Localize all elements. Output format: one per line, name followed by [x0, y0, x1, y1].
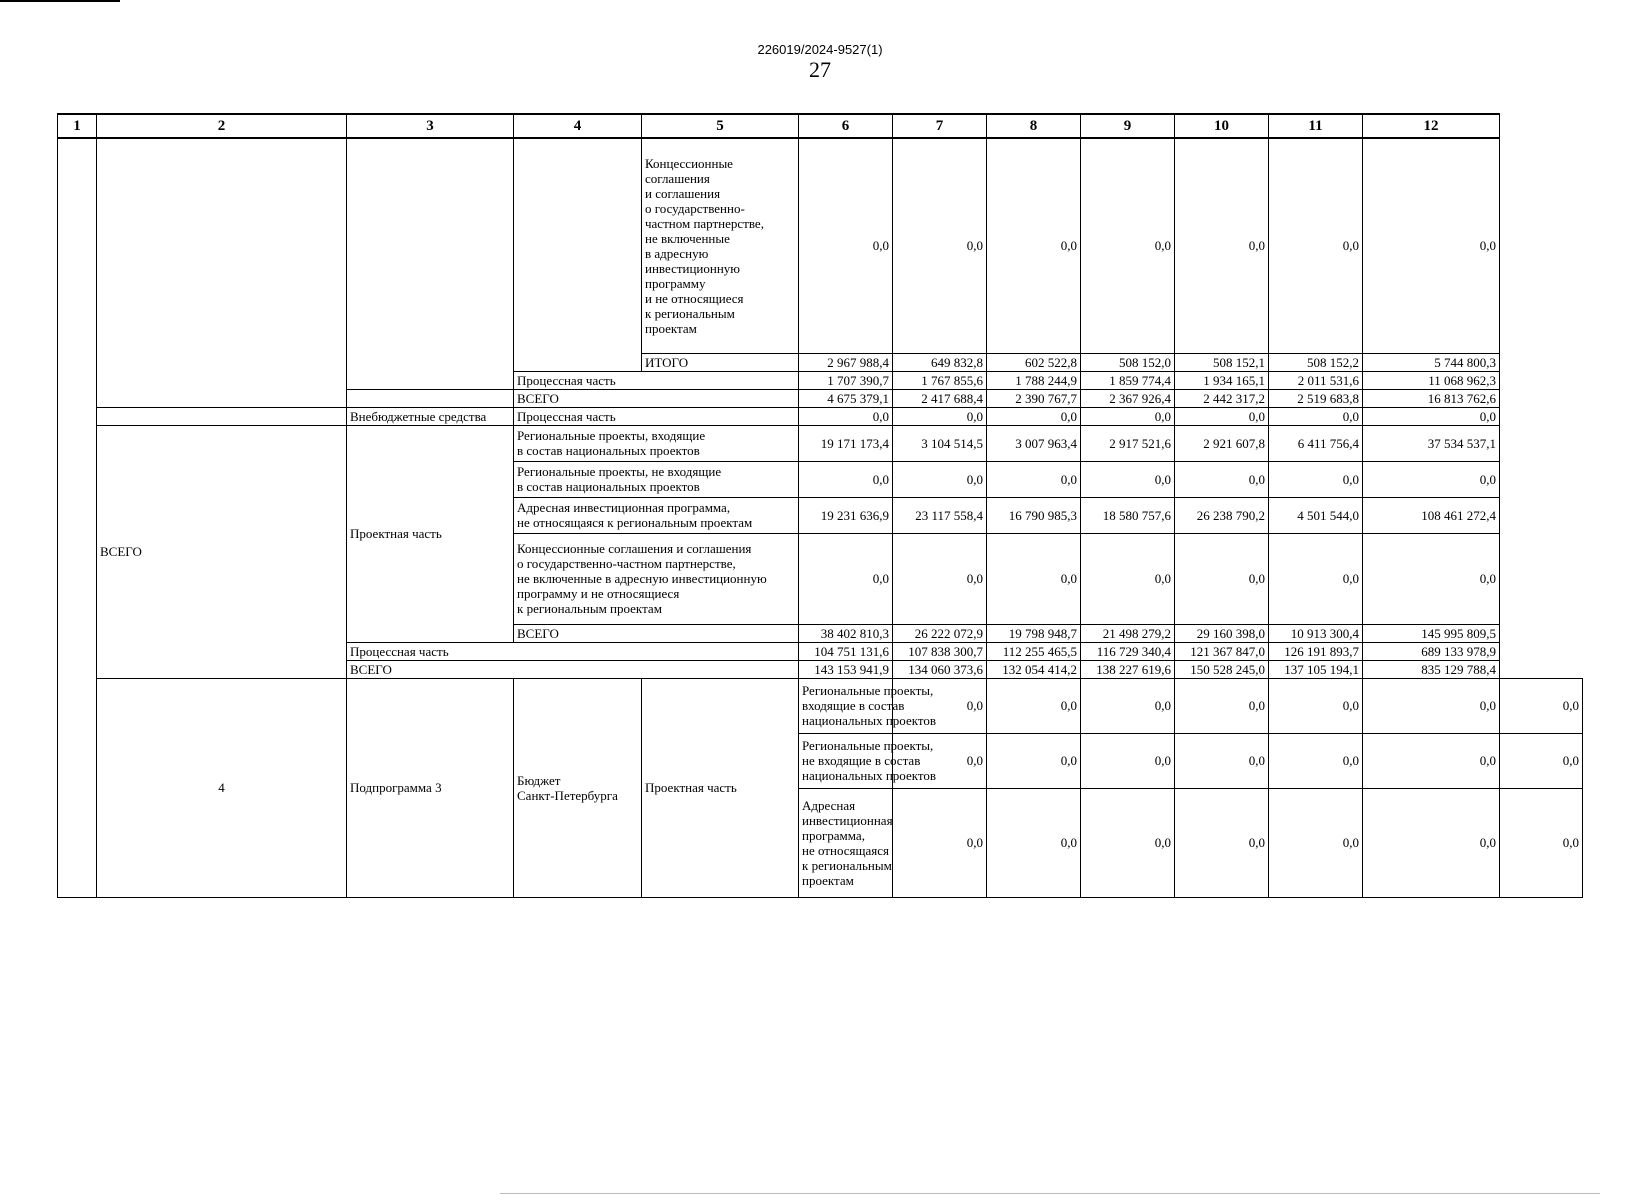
value-cell: 0,0 — [1269, 407, 1363, 425]
label-line: Региональные проекты, — [802, 683, 934, 698]
value-cell: 2 442 317,2 — [1175, 389, 1269, 407]
label-line: Адресная инвестиционная программа, — [517, 500, 731, 515]
col-header: 8 — [987, 114, 1081, 138]
value-cell: 0,0 — [1175, 533, 1269, 624]
value-cell: 104 751 131,6 — [799, 642, 893, 660]
value-cell: 0,0 — [799, 407, 893, 425]
value-cell: 0,0 — [987, 138, 1081, 353]
label-line: к региональным проектам — [517, 601, 662, 616]
value-cell: 1 788 244,9 — [987, 371, 1081, 389]
value-cell: 0,0 — [893, 678, 987, 733]
value-cell: 1 707 390,7 — [799, 371, 893, 389]
value-cell: 19 171 173,4 — [799, 425, 893, 461]
value-cell: 0,0 — [987, 407, 1081, 425]
label-line: не относящаяся к региональным проектам — [517, 515, 753, 530]
value-cell: 5 744 800,3 — [1363, 353, 1500, 371]
scan-bottom-line — [500, 1193, 1600, 1194]
concession-label — [642, 138, 799, 353]
value-cell: 3 007 963,4 — [987, 425, 1081, 461]
label-line: Региональные проекты, — [802, 738, 934, 753]
subprogram-name: Подпрограмма 3 — [347, 678, 514, 897]
label-line: соглашения — [645, 170, 710, 186]
value-cell: 0,0 — [1175, 733, 1269, 788]
col-header: 11 — [1269, 114, 1363, 138]
value-cell: 0,0 — [1175, 138, 1269, 353]
label-line: в состав национальных проектов — [517, 443, 700, 458]
label-line: не относящаяся — [802, 842, 890, 858]
label-line: Санкт-Петербурга — [517, 787, 618, 803]
value-cell: 126 191 893,7 — [1269, 642, 1363, 660]
part-cell — [514, 138, 642, 371]
value-cell: 3 104 514,5 — [893, 425, 987, 461]
value-cell: 6 411 756,4 — [1269, 425, 1363, 461]
value-cell: 0,0 — [1500, 733, 1583, 788]
label-line: к региональным — [802, 857, 892, 873]
process-part-label: Процессная часть — [514, 371, 799, 389]
value-cell: 145 995 809,5 — [1363, 624, 1500, 642]
label-line: национальных проектов — [802, 768, 937, 783]
col-header: 6 — [799, 114, 893, 138]
value-cell: 0,0 — [987, 461, 1081, 497]
value-cell: 0,0 — [1081, 733, 1175, 788]
value-cell: 0,0 — [1500, 678, 1583, 733]
value-cell: 0,0 — [1269, 678, 1363, 733]
value-cell: 1 767 855,6 — [893, 371, 987, 389]
concession-long-label — [514, 533, 799, 624]
row-number-cell — [58, 138, 97, 897]
value-cell: 0,0 — [799, 138, 893, 353]
value-cell: 2 011 531,6 — [1269, 371, 1363, 389]
value-cell: 0,0 — [1363, 533, 1500, 624]
col-header: 10 — [1175, 114, 1269, 138]
label-line: национальных проектов — [802, 713, 937, 728]
value-cell: 132 054 414,2 — [987, 660, 1081, 678]
value-cell: 0,0 — [1269, 788, 1363, 897]
value-cell: 649 832,8 — [893, 353, 987, 371]
value-cell: 4 675 379,1 — [799, 389, 893, 407]
label-line: не включенные — [645, 230, 730, 246]
col-header: 7 — [893, 114, 987, 138]
value-cell: 0,0 — [987, 733, 1081, 788]
value-cell: 0,0 — [893, 788, 987, 897]
label-line: и не относящиеся — [645, 290, 744, 306]
label-line: программу и не относящиеся — [517, 586, 680, 601]
col-header: 9 — [1081, 114, 1175, 138]
value-cell: 23 117 558,4 — [893, 497, 987, 533]
total-name-label: ВСЕГО — [97, 425, 347, 678]
reg-out-label — [799, 733, 937, 788]
label-line: в состав национальных проектов — [517, 479, 700, 494]
value-cell: 0,0 — [1081, 407, 1175, 425]
value-cell: 2 967 988,4 — [799, 353, 893, 371]
value-cell: 11 068 962,3 — [1363, 371, 1500, 389]
reg-out-label — [514, 461, 799, 497]
value-cell: 18 580 757,6 — [1081, 497, 1175, 533]
value-cell: 0,0 — [1175, 407, 1269, 425]
table-row — [58, 425, 1583, 461]
label-line: к региональным — [645, 305, 735, 321]
col-header: 5 — [642, 114, 799, 138]
value-cell: 108 461 272,4 — [1363, 497, 1500, 533]
value-cell: 112 255 465,5 — [987, 642, 1081, 660]
value-cell: 0,0 — [1081, 788, 1175, 897]
value-cell: 21 498 279,2 — [1081, 624, 1175, 642]
value-cell: 0,0 — [1081, 678, 1175, 733]
label-line: Региональные проекты, не входящие — [517, 464, 722, 479]
vsego-label: ВСЕГО — [514, 624, 799, 642]
label-line: о государственно-частном партнерстве, — [517, 556, 736, 571]
value-cell: 2 417 688,4 — [893, 389, 987, 407]
value-cell: 2 917 521,6 — [1081, 425, 1175, 461]
table-row — [58, 138, 1583, 353]
label-line: программа, — [802, 827, 865, 843]
value-cell: 10 913 300,4 — [1269, 624, 1363, 642]
col-header: 12 — [1363, 114, 1500, 138]
value-cell: 143 153 941,9 — [799, 660, 893, 678]
value-cell: 134 060 373,6 — [893, 660, 987, 678]
value-cell: 0,0 — [799, 533, 893, 624]
document-id: 226019/2024-9527(1) — [757, 42, 883, 57]
label-line: Бюджет — [517, 772, 561, 788]
value-cell: 0,0 — [1081, 138, 1175, 353]
value-cell: 37 534 537,1 — [1363, 425, 1500, 461]
value-cell: 116 729 340,4 — [1081, 642, 1175, 660]
label-line: в адресную — [645, 245, 709, 261]
value-cell: 26 238 790,2 — [1175, 497, 1269, 533]
label-line: и соглашения — [645, 185, 721, 201]
col-header: 2 — [97, 114, 347, 138]
reg-in-label — [514, 425, 799, 461]
aip-label — [799, 788, 893, 897]
label-line: инвестиционную — [645, 260, 741, 276]
value-cell: 0,0 — [1269, 138, 1363, 353]
value-cell: 0,0 — [1081, 461, 1175, 497]
col-header: 3 — [347, 114, 514, 138]
value-cell: 0,0 — [1363, 461, 1500, 497]
label-line: проектам — [645, 320, 697, 336]
label-line: не входящие в состав — [802, 753, 921, 768]
label-line: не включенные в адресную инвестиционную — [517, 571, 767, 586]
vsego-label: ВСЕГО — [347, 660, 799, 678]
offbudget-label: Внебюджетные средства — [347, 407, 514, 425]
value-cell: 0,0 — [987, 788, 1081, 897]
value-cell: 508 152,2 — [1269, 353, 1363, 371]
value-cell: 1 934 165,1 — [1175, 371, 1269, 389]
value-cell: 2 921 607,8 — [1175, 425, 1269, 461]
value-cell: 0,0 — [1363, 138, 1500, 353]
value-cell: 1 859 774,4 — [1081, 371, 1175, 389]
value-cell: 508 152,1 — [1175, 353, 1269, 371]
label-line: Адресная — [802, 797, 856, 813]
label-line: Концессионные — [645, 155, 733, 171]
project-part-label: Проектная часть — [347, 425, 514, 642]
row-number: 4 — [97, 678, 347, 897]
label-line: частном партнерстве, — [645, 215, 764, 231]
value-cell: 689 133 978,9 — [1363, 642, 1500, 660]
value-cell: 4 501 544,0 — [1269, 497, 1363, 533]
spb-budget-label — [514, 678, 642, 897]
value-cell: 0,0 — [1269, 461, 1363, 497]
itogo-label: ИТОГО — [642, 353, 799, 371]
name-cell — [97, 138, 347, 407]
label-line: инвестиционная — [802, 812, 893, 828]
value-cell: 0,0 — [1269, 733, 1363, 788]
value-cell: 0,0 — [893, 733, 987, 788]
value-cell: 150 528 245,0 — [1175, 660, 1269, 678]
vsego-label: ВСЕГО — [514, 389, 799, 407]
value-cell: 26 222 072,9 — [893, 624, 987, 642]
value-cell: 0,0 — [987, 678, 1081, 733]
value-cell: 121 367 847,0 — [1175, 642, 1269, 660]
value-cell: 107 838 300,7 — [893, 642, 987, 660]
header-row — [58, 114, 1583, 138]
value-cell: 0,0 — [1269, 533, 1363, 624]
value-cell: 0,0 — [893, 138, 987, 353]
value-cell: 19 798 948,7 — [987, 624, 1081, 642]
label-line: о государственно- — [645, 200, 745, 216]
value-cell: 0,0 — [893, 407, 987, 425]
budget-table — [57, 113, 1583, 898]
process-part-label: Процессная часть — [514, 407, 799, 425]
value-cell: 0,0 — [893, 533, 987, 624]
value-cell: 0,0 — [1363, 733, 1500, 788]
value-cell: 0,0 — [1175, 461, 1269, 497]
page-number: 27 — [809, 57, 831, 82]
process-part-label: Процессная часть — [347, 642, 799, 660]
table-row — [58, 407, 1583, 425]
value-cell: 0,0 — [1363, 678, 1500, 733]
value-cell: 602 522,8 — [987, 353, 1081, 371]
value-cell: 0,0 — [1363, 788, 1500, 897]
label-line: проектам — [802, 872, 854, 888]
label-line: Концессионные соглашения и соглашения — [517, 541, 752, 556]
table-row — [58, 678, 1583, 733]
value-cell: 0,0 — [893, 461, 987, 497]
value-cell: 138 227 619,6 — [1081, 660, 1175, 678]
label-line: программу — [645, 275, 706, 291]
project-part-label: Проектная часть — [642, 678, 799, 897]
value-cell: 0,0 — [987, 533, 1081, 624]
value-cell: 508 152,0 — [1081, 353, 1175, 371]
value-cell: 16 813 762,6 — [1363, 389, 1500, 407]
value-cell: 0,0 — [1363, 407, 1500, 425]
value-cell: 835 129 788,4 — [1363, 660, 1500, 678]
scan-edge-mark — [0, 0, 120, 2]
value-cell: 0,0 — [1175, 678, 1269, 733]
label-line: входящие в состав — [802, 698, 905, 713]
source-cell — [347, 389, 514, 407]
aip-label — [514, 497, 799, 533]
label-line: Региональные проекты, входящие — [517, 428, 706, 443]
value-cell: 0,0 — [799, 461, 893, 497]
value-cell: 0,0 — [1500, 788, 1583, 897]
value-cell: 137 105 194,1 — [1269, 660, 1363, 678]
source-cell — [347, 138, 514, 389]
col-header: 1 — [58, 114, 97, 138]
value-cell: 2 390 767,7 — [987, 389, 1081, 407]
value-cell: 29 160 398,0 — [1175, 624, 1269, 642]
col-header: 4 — [514, 114, 642, 138]
value-cell: 0,0 — [1081, 533, 1175, 624]
value-cell: 38 402 810,3 — [799, 624, 893, 642]
value-cell: 2 519 683,8 — [1269, 389, 1363, 407]
value-cell: 0,0 — [1175, 788, 1269, 897]
value-cell: 16 790 985,3 — [987, 497, 1081, 533]
reg-in-label — [799, 678, 937, 733]
name-cell — [97, 407, 347, 425]
value-cell: 2 367 926,4 — [1081, 389, 1175, 407]
value-cell: 19 231 636,9 — [799, 497, 893, 533]
